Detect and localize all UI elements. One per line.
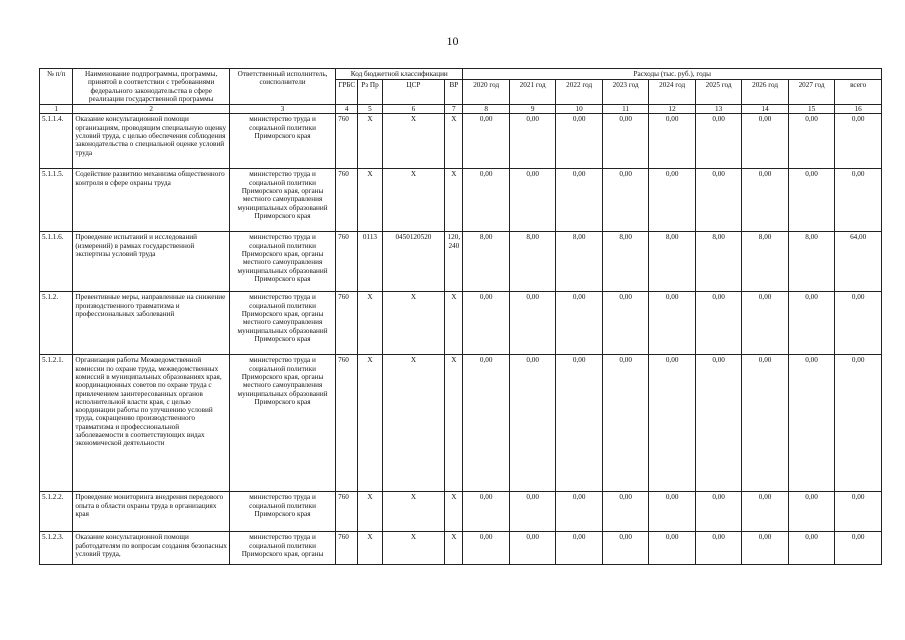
row-value: 0,00 bbox=[463, 532, 509, 565]
row-value: 0,00 bbox=[788, 114, 834, 169]
row-value: 0,00 bbox=[463, 292, 509, 355]
row-number: 5.1.1.4. bbox=[40, 114, 73, 169]
row-value: 0,00 bbox=[602, 492, 648, 532]
header-year: 2027 год bbox=[788, 80, 834, 105]
row-number: 5.1.2.1. bbox=[40, 355, 73, 492]
row-number: 5.1.1.5. bbox=[40, 169, 73, 232]
row-value: 0,00 bbox=[602, 532, 648, 565]
row-value: 0,00 bbox=[649, 292, 695, 355]
header-vr: ВР bbox=[445, 80, 463, 105]
row-value: 8,00 bbox=[509, 232, 555, 292]
column-index: 11 bbox=[602, 105, 648, 114]
row-name: Превентивные меры, направленные на снижение производственного травматизма и профессиональных заболеваний bbox=[73, 292, 230, 355]
row-grbs: 760 bbox=[336, 492, 358, 532]
row-value: 0,00 bbox=[835, 532, 882, 565]
row-vr: 120, 240 bbox=[445, 232, 463, 292]
row-value: 0,00 bbox=[509, 492, 555, 532]
row-name: Содействие развитию механизма общественного контроля в сфере охраны труда bbox=[73, 169, 230, 232]
row-name: Организация работы Межведомственной комиссии по охране труда, межведомственных комиссий в муниципальных образованиях края, координационных советов по охране труда с привлечением заинтересованных органов исполнительной власти края, с целью координации работы по улучшению условий труда, сокращению производственного травматизма и профессиональной заболеваемости в соответствующих видах экономической деятельности bbox=[73, 355, 230, 492]
row-value: 0,00 bbox=[463, 492, 509, 532]
row-value: 8,00 bbox=[695, 232, 741, 292]
row-value: 8,00 bbox=[602, 232, 648, 292]
column-index: 6 bbox=[382, 105, 445, 114]
row-rzpr: Х bbox=[358, 114, 382, 169]
row-value: 0,00 bbox=[835, 169, 882, 232]
row-value: 0,00 bbox=[602, 292, 648, 355]
row-value: 0,00 bbox=[556, 492, 602, 532]
header-year: 2025 год bbox=[695, 80, 741, 105]
row-csr: 0450120520 bbox=[382, 232, 445, 292]
row-value: 0,00 bbox=[509, 292, 555, 355]
row-value: 0,00 bbox=[463, 114, 509, 169]
row-value: 0,00 bbox=[649, 169, 695, 232]
row-value: 8,00 bbox=[649, 232, 695, 292]
row-value: 8,00 bbox=[742, 232, 788, 292]
row-grbs: 760 bbox=[336, 532, 358, 565]
row-value: 0,00 bbox=[463, 355, 509, 492]
row-name: Оказание консультационной помощи работодателям по вопросам создания безопасных условий труда, bbox=[73, 532, 230, 565]
row-responsible: министерство труда и социальной политики Приморского края, органы местного самоуправления муниципальных образований Приморского края bbox=[230, 169, 336, 232]
header-year: всего bbox=[835, 80, 882, 105]
header-expenses: Расходы (тыс. руб.), годы bbox=[463, 69, 882, 80]
column-index: 16 bbox=[835, 105, 882, 114]
row-value: 0,00 bbox=[649, 355, 695, 492]
table-row bbox=[40, 355, 882, 492]
row-value: 0,00 bbox=[649, 114, 695, 169]
header-num: № п/п bbox=[40, 69, 73, 105]
row-value: 0,00 bbox=[788, 355, 834, 492]
header-name: Наименование подпрограммы, программы, принятой в соответствии с требованиями федерального законодательства в сфере реализации государственной программы bbox=[73, 69, 230, 105]
row-number: 5.1.2.3. bbox=[40, 532, 73, 565]
row-value: 0,00 bbox=[742, 492, 788, 532]
column-index: 5 bbox=[358, 105, 382, 114]
row-vr: Х bbox=[445, 532, 463, 565]
row-responsible: министерство труда и социальной политики Приморского края, органы местного самоуправления муниципальных образований Приморского края bbox=[230, 232, 336, 292]
header-grbs: ГРБС bbox=[336, 80, 358, 105]
row-csr: Х bbox=[382, 292, 445, 355]
row-csr: Х bbox=[382, 492, 445, 532]
row-value: 0,00 bbox=[788, 492, 834, 532]
table-row bbox=[40, 232, 882, 292]
column-index: 7 bbox=[445, 105, 463, 114]
row-name: Проведение мониторинга внедрения передового опыта в области охраны труда в организациях края bbox=[73, 492, 230, 532]
column-index: 2 bbox=[73, 105, 230, 114]
table-row bbox=[40, 492, 882, 532]
row-responsible: министерство труда и социальной политики Приморского края, органы bbox=[230, 532, 336, 565]
row-vr: Х bbox=[445, 169, 463, 232]
row-responsible: министерство труда и социальной политики Приморского края bbox=[230, 492, 336, 532]
header-year: 2021 год bbox=[509, 80, 555, 105]
row-name: Проведение испытаний и исследований (измерений) в рамках государственной экспертизы условий труда bbox=[73, 232, 230, 292]
row-value: 0,00 bbox=[835, 292, 882, 355]
row-value: 0,00 bbox=[649, 532, 695, 565]
row-name: Оказание консультационной помощи организациям, проводящим специальную оценку условий труда, с целью обеспечения соблюдения законодательства о специальной оценке условий труда bbox=[73, 114, 230, 169]
row-responsible: министерство труда и социальной политики Приморского края, органы местного самоуправления муниципальных образований Приморского края bbox=[230, 355, 336, 492]
row-number: 5.1.1.6. bbox=[40, 232, 73, 292]
row-rzpr: Х bbox=[358, 492, 382, 532]
column-index: 10 bbox=[556, 105, 602, 114]
table-row bbox=[40, 292, 882, 355]
row-vr: Х bbox=[445, 292, 463, 355]
row-value: 0,00 bbox=[556, 169, 602, 232]
row-value: 0,00 bbox=[509, 532, 555, 565]
row-value: 64,00 bbox=[835, 232, 882, 292]
column-index-row bbox=[40, 105, 882, 114]
row-value: 0,00 bbox=[509, 355, 555, 492]
row-value: 0,00 bbox=[695, 532, 741, 565]
column-index: 4 bbox=[336, 105, 358, 114]
row-value: 0,00 bbox=[602, 355, 648, 492]
header-rzpr: Рз Пр bbox=[358, 80, 382, 105]
row-value: 0,00 bbox=[788, 532, 834, 565]
row-rzpr: Х bbox=[358, 292, 382, 355]
row-grbs: 760 bbox=[336, 292, 358, 355]
row-rzpr: Х bbox=[358, 532, 382, 565]
row-value: 0,00 bbox=[788, 169, 834, 232]
row-value: 0,00 bbox=[788, 292, 834, 355]
row-responsible: министерство труда и социальной политики Приморского края, органы местного самоуправления муниципальных образований Приморского края bbox=[230, 292, 336, 355]
row-value: 0,00 bbox=[556, 355, 602, 492]
header-year: 2024 год bbox=[649, 80, 695, 105]
row-value: 0,00 bbox=[556, 532, 602, 565]
row-value: 0,00 bbox=[463, 169, 509, 232]
row-vr: Х bbox=[445, 355, 463, 492]
row-value: 0,00 bbox=[602, 114, 648, 169]
row-value: 8,00 bbox=[556, 232, 602, 292]
row-value: 0,00 bbox=[695, 292, 741, 355]
row-value: 0,00 bbox=[649, 492, 695, 532]
row-csr: Х bbox=[382, 114, 445, 169]
table-row bbox=[40, 114, 882, 169]
row-value: 0,00 bbox=[742, 532, 788, 565]
row-number: 5.1.2. bbox=[40, 292, 73, 355]
row-csr: Х bbox=[382, 532, 445, 565]
header-year: 2022 год bbox=[556, 80, 602, 105]
row-csr: Х bbox=[382, 355, 445, 492]
column-index: 3 bbox=[230, 105, 336, 114]
row-value: 0,00 bbox=[556, 114, 602, 169]
row-value: 8,00 bbox=[788, 232, 834, 292]
row-grbs: 760 bbox=[336, 355, 358, 492]
page-number: 10 bbox=[446, 34, 459, 48]
row-value: 0,00 bbox=[695, 169, 741, 232]
row-value: 0,00 bbox=[742, 355, 788, 492]
row-value: 0,00 bbox=[742, 114, 788, 169]
row-value: 0,00 bbox=[742, 292, 788, 355]
column-index: 9 bbox=[509, 105, 555, 114]
row-csr: Х bbox=[382, 169, 445, 232]
table-row bbox=[40, 169, 882, 232]
row-rzpr: Х bbox=[358, 169, 382, 232]
row-grbs: 760 bbox=[336, 114, 358, 169]
header-budget-classification: Код бюджетной классификации bbox=[336, 69, 463, 80]
header-year: 2023 год bbox=[602, 80, 648, 105]
row-value: 0,00 bbox=[835, 492, 882, 532]
column-index: 13 bbox=[695, 105, 741, 114]
column-index: 15 bbox=[788, 105, 834, 114]
row-rzpr: Х bbox=[358, 355, 382, 492]
budget-table bbox=[39, 68, 882, 565]
row-number: 5.1.2.2. bbox=[40, 492, 73, 532]
row-grbs: 760 bbox=[336, 232, 358, 292]
column-index: 8 bbox=[463, 105, 509, 114]
row-value: 8,00 bbox=[463, 232, 509, 292]
row-responsible: министерство труда и социальной политики Приморского края bbox=[230, 114, 336, 169]
header-year: 2026 год bbox=[742, 80, 788, 105]
table-row bbox=[40, 532, 882, 565]
header-csr: ЦСР bbox=[382, 80, 445, 105]
row-value: 0,00 bbox=[695, 492, 741, 532]
row-vr: Х bbox=[445, 492, 463, 532]
row-vr: Х bbox=[445, 114, 463, 169]
row-value: 0,00 bbox=[556, 292, 602, 355]
column-index: 1 bbox=[40, 105, 73, 114]
table-body bbox=[40, 114, 882, 565]
row-value: 0,00 bbox=[835, 355, 882, 492]
row-value: 0,00 bbox=[695, 114, 741, 169]
row-rzpr: 0113 bbox=[358, 232, 382, 292]
column-index: 12 bbox=[649, 105, 695, 114]
row-value: 0,00 bbox=[835, 114, 882, 169]
header-year: 2020 год bbox=[463, 80, 509, 105]
row-value: 0,00 bbox=[602, 169, 648, 232]
column-index: 14 bbox=[742, 105, 788, 114]
row-value: 0,00 bbox=[695, 355, 741, 492]
row-value: 0,00 bbox=[509, 114, 555, 169]
row-value: 0,00 bbox=[509, 169, 555, 232]
header-responsible: Ответственный исполнитель, соисполнители bbox=[230, 69, 336, 105]
row-grbs: 760 bbox=[336, 169, 358, 232]
row-value: 0,00 bbox=[742, 169, 788, 232]
